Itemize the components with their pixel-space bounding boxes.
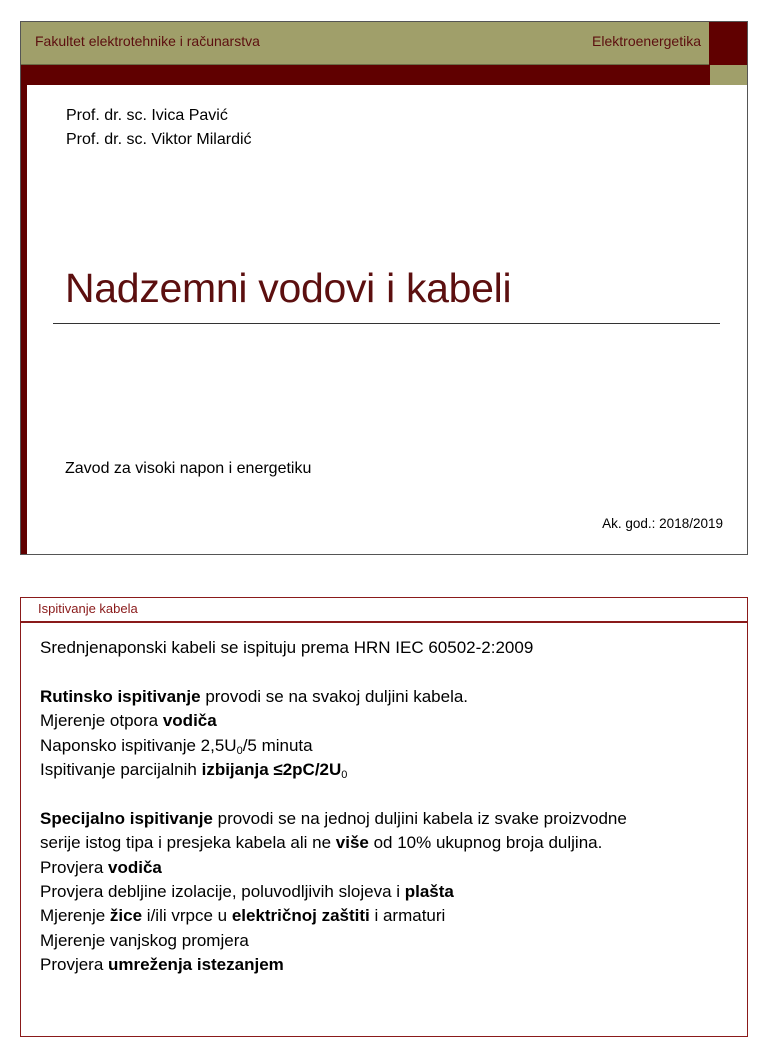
author-2: Prof. dr. sc. Viktor Milardić bbox=[66, 131, 252, 148]
header-band bbox=[21, 65, 747, 85]
author-1: Prof. dr. sc. Ivica Pavić bbox=[66, 107, 228, 124]
special-item: Provjera vodiča bbox=[40, 857, 162, 877]
slide-header: Ispitivanje kabela bbox=[38, 601, 138, 616]
special-heading-cont: serije istog tipa i presjeka kabela ali ne više od 10% ukupnog broja duljina. bbox=[40, 833, 603, 853]
slide-body bbox=[40, 636, 727, 978]
slide-title: Nadzemni vodovi i kabeli bbox=[65, 265, 512, 311]
special-item: Mjerenje žice i/ili vrpce u električnoj zaštiti i armaturi bbox=[40, 906, 446, 926]
header-divider bbox=[21, 621, 747, 623]
special-item: Provjera umreženja istezanjem bbox=[40, 955, 284, 975]
corner-square-top bbox=[709, 22, 747, 65]
faculty-name: Fakultet elektrotehnike i računarstva bbox=[35, 33, 260, 49]
title-divider bbox=[53, 323, 720, 324]
special-item: Mjerenje vanjskog promjera bbox=[40, 930, 249, 950]
title-slide bbox=[20, 21, 748, 555]
corner-square-bottom bbox=[709, 65, 747, 85]
slide-header-bar bbox=[21, 22, 747, 65]
course-area: Elektroenergetika bbox=[592, 33, 701, 49]
routine-item: Naponsko ispitivanje $2,5U_0/5$ minuta bbox=[40, 735, 313, 757]
special-heading: Specijalno ispitivanje provodi se na jednoj duljini kabela iz svake proizvodne bbox=[40, 808, 627, 828]
routine-heading: Rutinsko ispitivanje provodi se na svakoj duljini kabela. bbox=[40, 686, 469, 706]
routine-item: Ispitivanje parcijalnih izbijanja $\le 2pC/2U_0$ bbox=[40, 760, 348, 782]
left-accent-bar bbox=[21, 85, 27, 554]
academic-year: Ak. god.: 2018/2019 bbox=[602, 516, 723, 531]
institute-name: Zavod za visoki napon i energetiku bbox=[65, 460, 312, 477]
content-slide bbox=[20, 597, 748, 1037]
routine-item: Mjerenje otpora vodiča bbox=[40, 711, 217, 731]
special-item: Provjera debljine izolacije, poluvodljivih slojeva i plašta bbox=[40, 882, 454, 902]
intro-line: Srednjenaponski kabeli se ispituju prema HRN IEC 60502-2:2009 bbox=[40, 638, 534, 657]
